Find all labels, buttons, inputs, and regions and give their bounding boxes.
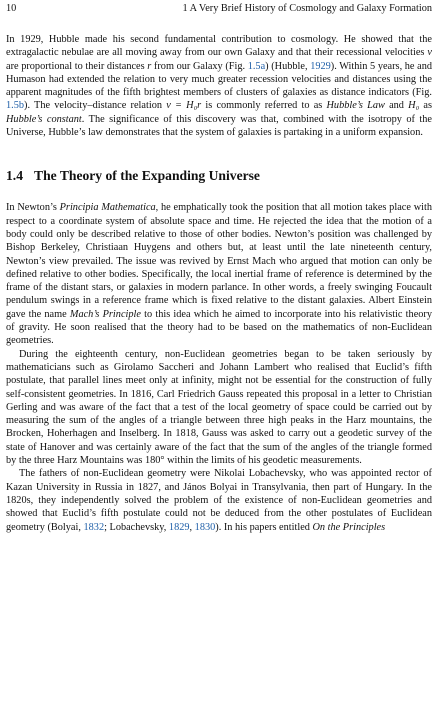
citation-link-hubble-1929[interactable]: 1929	[310, 60, 331, 72]
citation-link-bolyai-1832[interactable]: 1832	[83, 521, 105, 533]
term-machs-principle: Mach’s Principle	[69, 308, 141, 320]
text-run: ) (Hubble,	[265, 60, 311, 72]
text-run: . The significance of this discovery was that, combined with the isotropy of the Universe, Hubble’s law demonstrates that the system of galaxies is partaking in a uniform expansion.	[6, 113, 432, 139]
text-run: and	[384, 100, 409, 112]
section-title: The Theory of the Expanding Universe	[34, 168, 260, 184]
paragraph-newton-mach	[6, 201, 432, 347]
chapter-title: 1 A Very Brief History of Cosmology and Galaxy Formation	[182, 3, 432, 14]
page-body	[6, 33, 432, 534]
equation-velocity-distance: v = H₀r	[166, 100, 202, 112]
paragraph-hubble-law	[6, 33, 432, 139]
term-hubbles-constant: Hubble’s constant	[6, 113, 82, 125]
text-run: , he emphatically took the position that all motion takes place with respect to a coordinate system of absolute space and time. He rejected the idea that the motion of a body could only be described relative to those of other bodies. Newton’s position was challenged by Bishop Berkeley, Christiaan Huygens and others but, at least until the late nineteenth century, Newton’s view prevailed. The issue was revived by Ernst Mach who argued that motion can only be defined relative to other bodies. Specifically, the local inertial frame of reference is determined by the frame of the distant stars, or galaxies in modern parlance. In other words, a freely swinging Foucault pendulum swings in a reference frame which is fixed relative to the distant galaxies. Albert Einstein gave the name	[6, 202, 433, 320]
math-r: r	[147, 60, 152, 72]
text-run: as	[419, 100, 432, 112]
citation-link-lobachevsky-1830[interactable]: 1830	[194, 521, 216, 533]
text-run: from our Galaxy (Fig.	[151, 60, 248, 72]
text-run: ,	[189, 521, 195, 533]
section-heading	[6, 168, 432, 184]
term-hubbles-law: Hubble’s Law	[326, 100, 385, 112]
section-number: 1.4	[6, 168, 23, 184]
text-run: is commonly referred to as	[201, 100, 327, 112]
text-run: to this idea which he aimed to incorporate into his relativistic theory of gravity. He soon realised that the theory had to be based on the mathematics of non-Euclidean geometries.	[6, 308, 432, 347]
text-run: ). The velocity–distance relation	[24, 100, 167, 112]
text-run: ; Lobachevsky,	[104, 521, 169, 533]
figure-link-1-5a[interactable]: 1.5a	[247, 60, 266, 72]
text-run: In 1929, Hubble made his second fundamental contribution to cosmology. He showed that the extragalactic nebulae are all moving away from our own Galaxy and that their recessional velocities	[6, 34, 432, 59]
title-principia: Principia Mathematica	[59, 202, 156, 214]
math-h0: H₀	[408, 100, 420, 112]
text-run: In Newton’s	[6, 202, 60, 214]
text-run: ). Within 5 years, he and Humason had extended the relation to very much greater recession velocities and distances using the apparent magnitudes of the fifth brightest members of clusters of galaxies as distance indicators (Fig.	[6, 60, 432, 99]
citation-link-lobachevsky-1829[interactable]: 1829	[168, 521, 190, 533]
title-on-the-principles: On the Principles	[312, 521, 386, 533]
text-run: The fathers of non-Euclidean geometry were Nikolai Lobachevsky, who was appointed rector of Kazan University in Russia in 1827, and János Bolyai in Transylvania, then part of Hungary. In the 1820s, they independently solved the problem of the existence of non-Euclidean geometries and showed that Euclid’s fifth postulate could not be deduced from the other postulates of Euclidean geometry (Bolyai,	[6, 468, 432, 533]
paragraph-lobachevsky-bolyai	[6, 467, 432, 533]
math-v: v	[427, 47, 432, 59]
paragraph-non-euclidean-history: During the eighteenth century, non-Euclidean geometries began to be taken seriously by mathematicians such as Girolamo Saccheri and Johann Lambert who realised that Euclid’s fifth postulate, that parallel lines meet only at infinity, might not be essential for the construction of fully self-consistent geometries. In 1816, Carl Friedrich Gauss repeated this proposal in a letter to Christian Gerling and was aware of the fact that a test of the local geometry of space could be carried out by measuring the sum of the angles of a triangle between three high peaks in the Harz mountains, the Brocken, Hoherhagen and Inselberg. In 1818, Gauss was asked to carry out a geodetic survey of the state of Hanover and was certainly aware of the fact that the sum of the angles of the triangle formed by the three Harz Mountains was 180° within the limits of his geodetic measurements.	[6, 348, 432, 467]
text-run: are proportional to their distances	[6, 60, 148, 72]
figure-link-1-5b[interactable]: 1.5b	[6, 100, 25, 112]
text-run: ). In his papers entitled	[215, 521, 313, 533]
page-number: 10	[6, 3, 17, 14]
